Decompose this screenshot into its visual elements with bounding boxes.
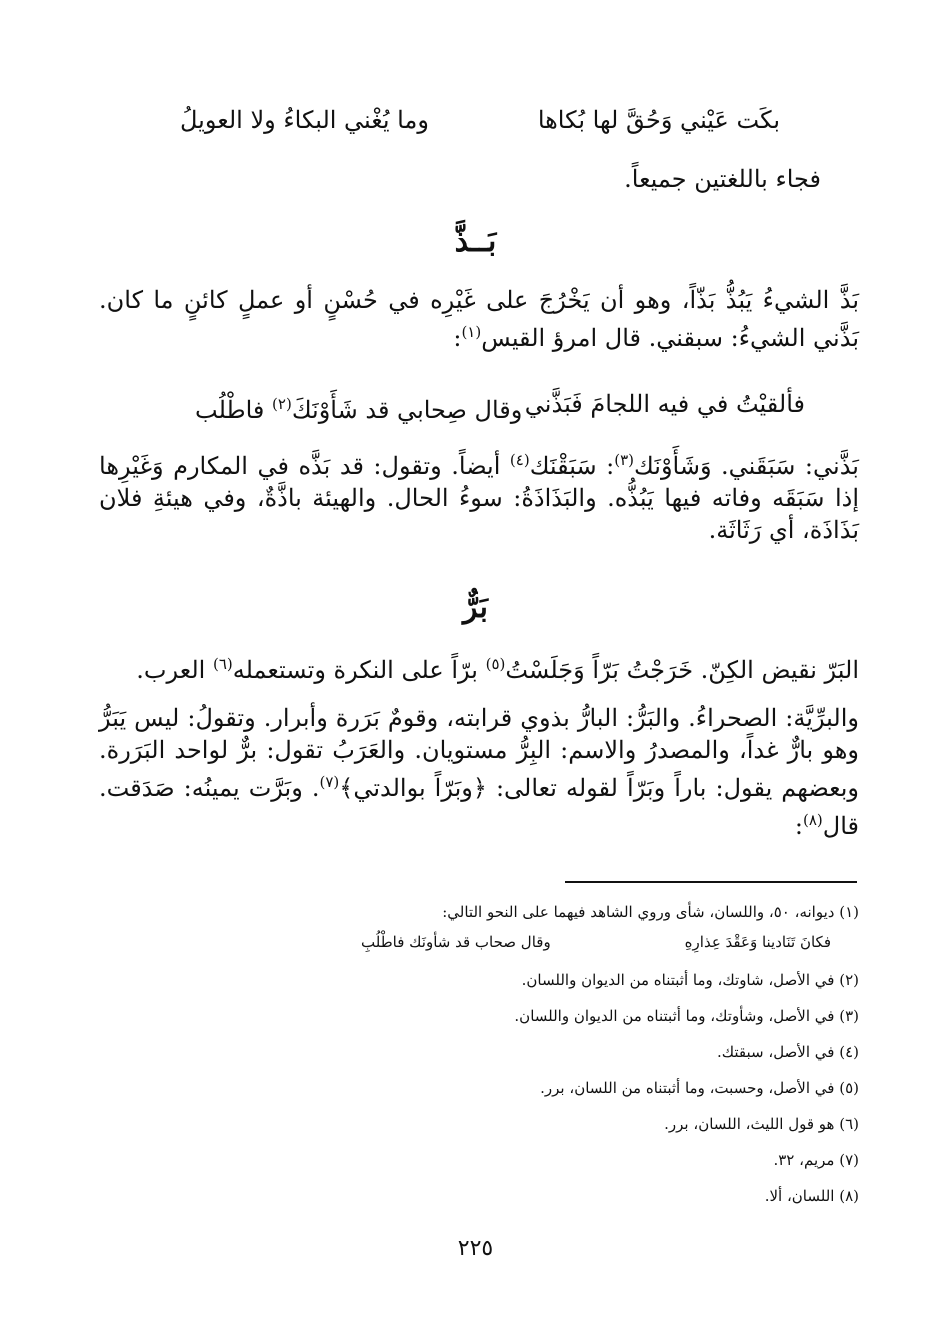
paragraph-text: : (453, 324, 462, 352)
paragraph-2 (99, 444, 859, 546)
footnote-8: (٨) اللسان، ألا. (764, 1187, 859, 1205)
paragraph-text: البَرّ نقيض الكِنّ. خَرَجْتُ بَرّاً وَجَلَسْتُ (505, 656, 859, 684)
footnote-2: (٢) في الأصل، شاوتك، وما أثبتناه من الديوان واللسان. (521, 971, 859, 989)
footnote-5: (٥) في الأصل، وحسبت، وما أثبتناه من اللسان، برر. (540, 1079, 859, 1097)
verse-text: فاطْلُب (195, 396, 273, 424)
page-number: ٢٢٥ (457, 1236, 494, 1261)
footnote-1: (١) ديوانه، ٥٠، واللسان، شأى وروي الشاهد فيهما على النحو التالي: (442, 903, 859, 921)
footnote-ref: (٧) (319, 773, 340, 791)
paragraph-text: : (794, 812, 803, 840)
footnote-3: (٣) في الأصل، وشأوتك، وما أثبتناه من الديوان واللسان. (514, 1007, 859, 1025)
footnote-6: (٦) هو قول الليث، اللسان، برر. (664, 1115, 859, 1133)
verse-hemistich-first: فكانَ تَنَادينا وَعَقْدَ عِذارِهِ (684, 933, 831, 951)
footnote-ref: (٦) (212, 655, 233, 673)
paragraph-text: أيضاً. وتقول: قد بَذَّه في المكارم وَغَيْرِها إذا سَبَقَه وفاته فيها يَبُذُّه. والبَذَاذَةُ: سوءُ الحال. والهيئة باذَّةٌ، وفي هيئةِ فلان بَذَاذَة، أي رَثَاثَة. (99, 452, 859, 544)
verse-text: وقال صِحابي قد شَأَوْنَكَ (291, 396, 523, 424)
paragraph-3 (99, 648, 859, 686)
entry-heading-barr: بَرٌّ (463, 590, 488, 625)
footnote-ref: (٥) (485, 655, 506, 673)
paragraph-text: : سَبَقْنَك (529, 452, 615, 480)
footnote-7: (٧) مريم، ٣٢. (773, 1151, 859, 1169)
verse-hemistich-first: فألقيْتُ في فيه اللجامَ فَبَذَّني (524, 390, 805, 418)
footnote-ref: (٨) (802, 811, 823, 829)
verse-hemistich-second (195, 384, 522, 430)
footnote-4: (٤) في الأصل، سبقتك. (716, 1043, 859, 1061)
verse-line-1 (180, 100, 780, 140)
verse-hemistich-second: وما يُغْني البكاءُ ولا العويلُ (180, 106, 429, 134)
paragraph-text: برّاً على النكرة وتستعمله (232, 656, 486, 684)
paragraph-4 (99, 702, 859, 842)
footnote-1-verse (361, 931, 831, 953)
verse-line-2 (195, 384, 805, 424)
footnote-ref: (٢) (272, 395, 292, 413)
entry-heading-badhdh: بَــذَّ (454, 224, 497, 259)
paragraph-text: . وبَرَّت يمينُه: صَدَقت. قال (99, 774, 859, 840)
footnote-ref: (٣) (614, 451, 635, 469)
footnote-ref: (٤) (509, 451, 530, 469)
paragraph-text: بَذَّني: سَبَقَني. وَشَأَوْنَك (634, 452, 859, 480)
paragraph-text: بَذَّ الشيءُ يَبُذُّ بَذّاً، وهو أن يَخْرُجَ على غَيْرِه في حُسْنٍ أو عملٍ كائنٍ ما كان. بَذَّني الشيءُ: سبقني. قال امرؤ القيس (99, 286, 859, 352)
paragraph-text: والبرِّيَّة: الصحراءُ. والبَرُّ: البارُّ بذوي قرابته، وقومٌ بَرَرة وأبرار. وتقولُ: ليس يَبَرُّ وهو بارٌّ غداً، والمصدرُ والاسم: البِرُّ مستويان. والعَرَبُ تقول: برٌّ لواحد البَرَرة. وبعضهم يقول: باراً وبَرّاً لقوله تعالى: ﴿وبَرّاً بوالدتي﴾ (99, 704, 859, 802)
paragraph-text: العرب. (136, 656, 213, 684)
verse-hemistich-second: وقال صحاب قد شأونَك فاطْلُبِ (361, 933, 551, 951)
footnote-divider (565, 881, 857, 883)
footnote-ref: (١) (461, 323, 482, 341)
text-line: فجاء باللغتين جميعاً. (624, 165, 821, 193)
verse-hemistich-first: بكَت عَيْني وَحُقَّ لها بُكاها (537, 106, 780, 134)
paragraph-1 (99, 284, 859, 354)
